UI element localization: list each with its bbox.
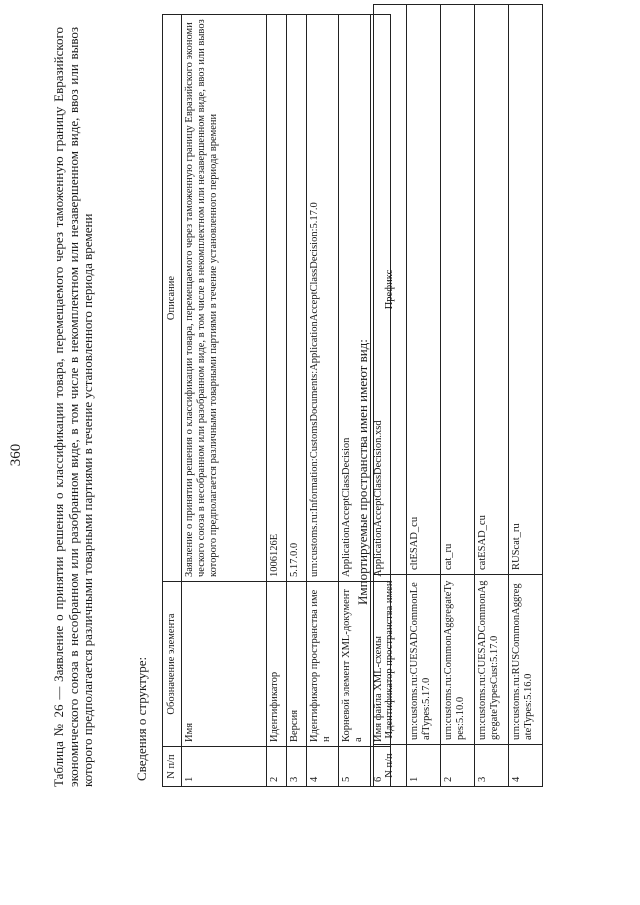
structure-heading: Сведения о структуре: <box>134 656 149 781</box>
row-num: 4 <box>509 745 543 787</box>
row-namespace: urn:customs.ru:CommonAggregateTypes:5.10.0 <box>441 575 475 745</box>
imports-table <box>373 4 543 787</box>
page-number: 360 <box>8 443 24 467</box>
table-header-row <box>374 5 407 787</box>
table-row <box>475 5 509 787</box>
row-namespace: urn:customs.ru:CUESADCommonLeafTypes:5.17.0 <box>407 575 441 745</box>
header-num: N п/п <box>374 745 407 787</box>
row-num: 6 <box>371 747 391 787</box>
imports-heading: Импортируемые пространства имен имеют вид: <box>355 339 370 605</box>
row-prefix: cat_ru <box>441 5 475 575</box>
table-row <box>267 15 287 787</box>
row-num: 3 <box>287 747 307 787</box>
row-description: urn:customs.ru:Information:CustomsDocuments:ApplicationAcceptClassDecision:5.17.0 <box>307 15 339 582</box>
row-element: Идентификатор <box>267 582 287 747</box>
row-element: Версия <box>287 582 307 747</box>
table-row <box>441 5 475 787</box>
row-element: Корневой элемент XML-документа <box>339 582 371 747</box>
row-element: Идентификатор пространства имен <box>307 582 339 747</box>
row-element: Имя файла XML-схемы <box>371 582 391 747</box>
row-description: 1006126E <box>267 15 287 582</box>
row-num: 2 <box>441 745 475 787</box>
header-namespace: Идентификатор пространства имен <box>374 575 407 745</box>
row-num: 5 <box>339 747 371 787</box>
row-num: 4 <box>307 747 339 787</box>
row-description: Заявление о принятии решения о классификации товара, перемещаемого через таможенную границу Евразийского экономического союза в несобранном или разобранном виде, в том числе в некомплектном или незавершенном виде, ввоз или вывоз которого предполагается различными товарными партиями в течение установленного периода времени <box>182 15 267 582</box>
table-header-row <box>163 15 182 787</box>
table-row <box>182 15 267 787</box>
table-row <box>307 15 339 787</box>
row-prefix: cltESAD_cu <box>407 5 441 575</box>
row-description: ApplicationAcceptClassDecision <box>339 15 371 582</box>
table-row <box>407 5 441 787</box>
table-row <box>287 15 307 787</box>
row-namespace: urn:customs.ru:RUSCommonAggregateTypes:5.16.0 <box>509 575 543 745</box>
header-num: N п/п <box>163 747 182 787</box>
row-description: ApplicationAcceptClassDecision.xsd <box>371 15 391 582</box>
header-description: Описание <box>163 15 182 582</box>
row-num: 1 <box>182 747 267 787</box>
header-element: Обозначение элемента <box>163 582 182 747</box>
row-num: 1 <box>407 745 441 787</box>
table-row <box>509 5 543 787</box>
row-namespace: urn:customs.ru:CUESADCommonAggregateTypesCust:5.17.0 <box>475 575 509 745</box>
row-num: 3 <box>475 745 509 787</box>
row-description: 5.17.0.0 <box>287 15 307 582</box>
row-num: 2 <box>267 747 287 787</box>
header-prefix: Префикс <box>374 5 407 575</box>
row-element: Имя <box>182 582 267 747</box>
table-caption: Таблица № 26 — Заявление о принятии решения о классификации товара, перемещаемого через таможенную границу Евразийского экономического союза в несобранном или разобранном виде, в том числе в некомплектном или незавершенном виде, ввоз или вывоз которого предполагается различными товарными партиями в течение установленного периода времени <box>51 27 95 787</box>
row-prefix: catESAD_cu <box>475 5 509 575</box>
row-prefix: RUScat_ru <box>509 5 543 575</box>
